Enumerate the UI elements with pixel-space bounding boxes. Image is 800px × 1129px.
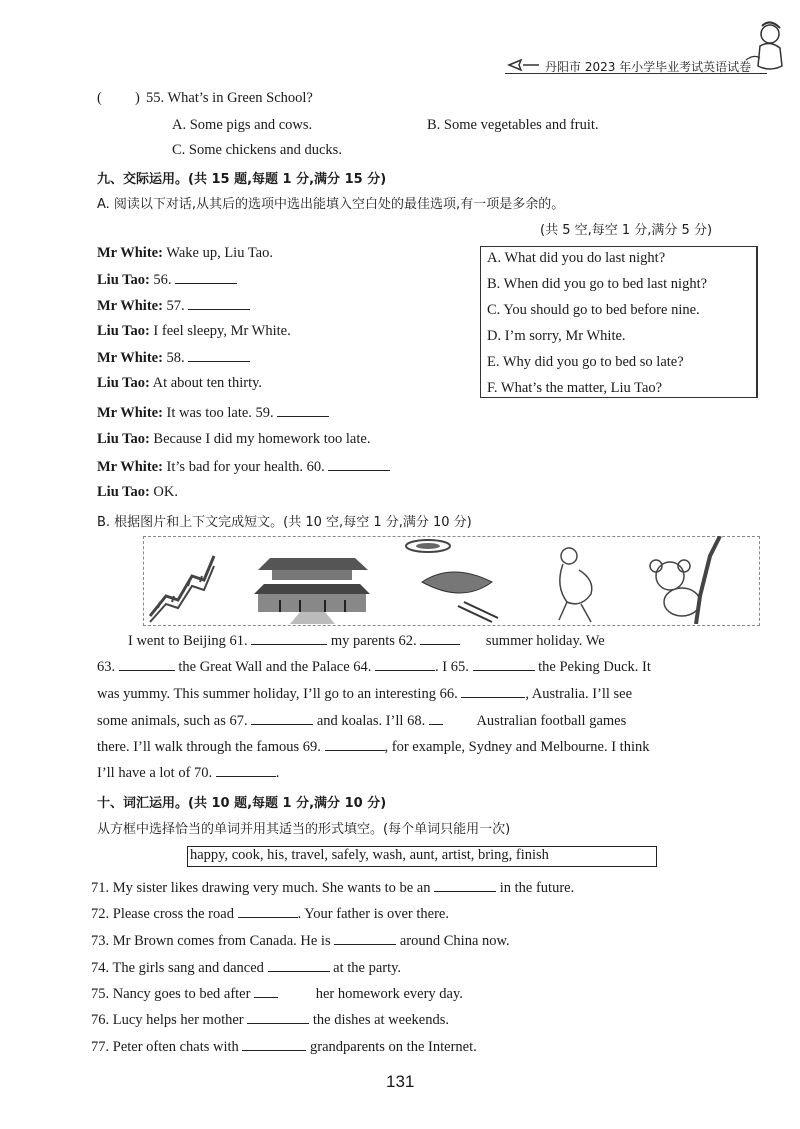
passage-line [97,658,651,676]
passage-text: my parents 62. [330,633,417,649]
answer-blank-63[interactable] [119,658,175,671]
vocab-text: around China now. [399,933,510,949]
answer-blank-72[interactable] [238,905,298,918]
vocab-text: 71. My sister likes drawing very much. She wants to be an [91,880,431,896]
answer-blank-71[interactable] [434,879,496,892]
passage-text: there. I’ll walk through the famous 69. [97,739,321,755]
passage-line [97,764,279,782]
q55-paren-open: ( [97,90,102,106]
option-item: B. When did you go to bed last night? [487,276,708,292]
answer-blank-62[interactable] [420,632,460,645]
vocab-text: her homework every day. [315,986,463,1002]
option-item: E. Why did you go to bed so late? [487,354,684,370]
q55-option-a: A. Some pigs and cows. [172,117,313,133]
speaker: Mr White: [97,350,163,366]
vocab-item-74 [91,959,401,977]
answer-blank-65[interactable] [473,658,535,671]
passage-text: some animals, such as 67. [97,713,248,729]
q55-paren-close: ) [135,90,140,106]
speaker: Liu Tao: [97,375,150,391]
answer-blank-59[interactable] [277,404,329,417]
speaker: Liu Tao: [97,272,150,288]
section9-a-score: (共 5 空,每空 1 分,满分 5 分) [540,223,713,238]
word-list: happy, cook, his, travel, safely, wash, aunt, artist, bring, finish [190,847,549,863]
answer-blank-70[interactable] [216,764,276,777]
answer-blank-57[interactable] [188,297,250,310]
speaker: Liu Tao: [97,323,150,339]
vocab-text: . Your father is over there. [297,906,449,922]
peking-duck-picture-icon [402,536,512,626]
passage-text: . [275,765,280,781]
q55-option-b: B. Some vegetables and fruit. [427,117,599,133]
passage-text: I’ll have a lot of 70. [97,765,213,781]
vocab-text: grandparents on the Internet. [310,1039,477,1055]
vocab-item-76 [91,1011,449,1029]
page-number: 131 [386,1072,415,1091]
vocab-text: 76. Lucy helps her mother [91,1012,244,1028]
passage-text: was yummy. This summer holiday, I’ll go to an interesting 66. [97,686,458,702]
answer-blank-77[interactable] [242,1038,306,1051]
passage-text: the Great Wall and the Palace 64. [178,659,372,675]
q55-option-c: C. Some chickens and ducks. [172,142,342,158]
passage-line [97,712,626,730]
utterance: 58. [166,350,185,366]
utterance: At about ten thirty. [152,375,263,391]
vocab-text: at the party. [333,960,402,976]
answer-blank-61[interactable] [251,632,327,645]
dialogue-line [97,458,390,476]
passage-line [97,685,632,703]
vocab-text: 74. The girls sang and danced [91,960,264,976]
option-item: A. What did you do last night? [487,250,666,266]
answer-blank-60[interactable] [328,458,390,471]
utterance: Because I did my homework too late. [153,431,371,447]
answer-blank-67[interactable] [251,712,313,725]
passage-text: , for example, Sydney and Melbourne. I think [384,739,650,755]
answer-blank-69[interactable] [325,738,385,751]
vocab-text: 77. Peter often chats with [91,1039,239,1055]
utterance: Wake up, Liu Tao. [166,245,273,261]
answer-blank-68[interactable] [429,712,443,725]
vocab-text: 73. Mr Brown comes from Canada. He is [91,933,331,949]
answer-blank-66[interactable] [461,685,525,698]
answer-blank-76[interactable] [247,1011,309,1024]
section10-instruction: 从方框中选择恰当的单词并用其适当的形式填空。(每个单词只能用一次) [97,822,511,837]
answer-blank-64[interactable] [375,658,435,671]
answer-blank-74[interactable] [268,959,330,972]
speaker: Mr White: [97,298,163,314]
passage-text: I went to Beijing 61. [128,633,248,649]
section9-title: 九、交际运用。(共 15 题,每题 1 分,满分 15 分) [97,172,387,187]
header-mascot-icon [740,20,790,81]
koala-picture-icon [640,536,740,626]
vocab-item-77 [91,1038,477,1056]
vocab-text: 75. Nancy goes to bed after [91,986,251,1002]
answer-blank-56[interactable] [175,271,237,284]
vocab-text: 72. Please cross the road [91,906,234,922]
vocab-item-72 [91,905,449,923]
answer-blank-58[interactable] [188,349,250,362]
vocab-text: the dishes at weekends. [312,1012,449,1028]
header-rule [505,73,767,74]
passage-text: Australian football games [476,713,627,729]
vocab-item-75 [91,985,463,1003]
dialogue-line [97,245,273,262]
dialogue-line [97,349,250,367]
dialogue-line [97,484,178,501]
header-ornament-icon [507,57,541,78]
speaker: Mr White: [97,245,163,261]
header-title: 丹阳市 2023 年小学毕业考试英语试卷 [545,60,752,74]
palace-museum-picture-icon [250,536,375,626]
great-wall-picture-icon [148,536,218,626]
dialogue-line [97,404,329,422]
vocab-item-73 [91,932,510,950]
utterance: 57. [166,298,185,314]
section9-b-instruction: B. 根据图片和上下文完成短文。(共 10 空,每空 1 分,满分 10 分) [97,515,472,530]
speaker: Liu Tao: [97,431,150,447]
dialogue-line [97,297,250,315]
passage-text: summer holiday. We [485,633,605,649]
utterance: It was too late. 59. [166,405,274,421]
vocab-item-71 [91,879,574,897]
dialogue-line [97,431,370,448]
options-box [480,246,758,398]
q55-question: 55. What’s in Green School? [146,90,313,106]
passage-text: the Peking Duck. It [538,659,651,675]
passage-text: . I 65. [435,659,469,675]
section9-a-instruction: A. 阅读以下对话,从其后的选项中选出能填入空白处的最佳选项,有一项是多余的。 [97,197,565,212]
passage-line [97,738,649,756]
utterance: I feel sleepy, Mr White. [153,323,291,339]
option-item: C. You should go to bed before nine. [487,302,700,318]
vocab-text: in the future. [499,880,575,896]
option-item: D. I’m sorry, Mr White. [487,328,626,344]
passage-text: , Australia. I’ll see [525,686,633,702]
utterance: 56. [153,272,172,288]
answer-blank-73[interactable] [334,932,396,945]
dialogue-line [97,375,262,392]
utterance: OK. [153,484,178,500]
speaker: Mr White: [97,405,163,421]
dialogue-line [97,323,291,340]
section10-title: 十、词汇运用。(共 10 题,每题 1 分,满分 10 分) [97,796,387,811]
dialogue-line [97,271,237,289]
speaker: Liu Tao: [97,484,150,500]
utterance: It’s bad for your health. 60. [166,459,325,475]
passage-text: and koalas. I’ll 68. [316,713,426,729]
passage-text: 63. [97,659,116,675]
kangaroo-picture-icon [545,536,605,626]
speaker: Mr White: [97,459,163,475]
passage-line [128,632,605,650]
option-item: F. What’s the matter, Liu Tao? [487,380,663,396]
answer-blank-75[interactable] [254,985,278,998]
